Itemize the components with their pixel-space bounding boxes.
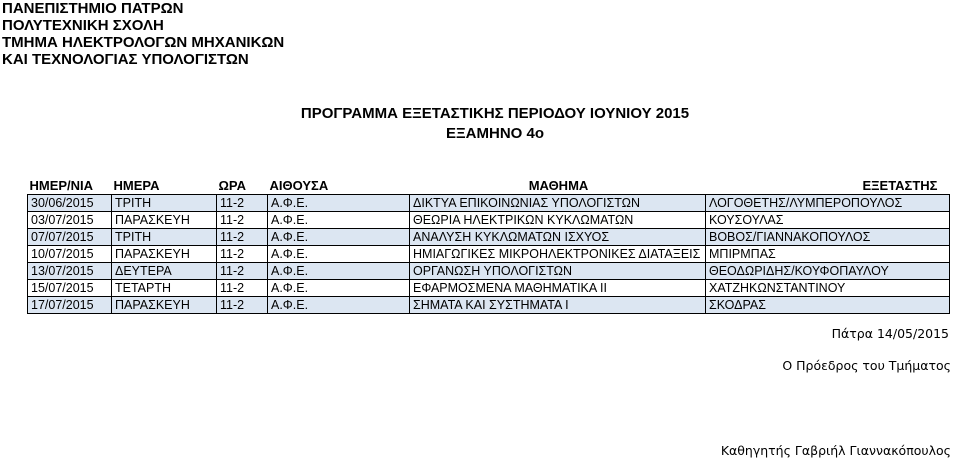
cell-room: Α.Φ.Ε. bbox=[268, 246, 410, 263]
cell-course: ΟΡΓΑΝΩΣΗ ΥΠΟΛΟΓΙΣΤΩΝ bbox=[410, 263, 706, 280]
school-name: ΠΟΛΥΤΕΧΝΙΚΗ ΣΧΟΛΗ bbox=[2, 17, 164, 34]
signatory-name: Καθηγητής Γαβριήλ Γιαννακόπουλος bbox=[720, 443, 951, 458]
cell-date: 17/07/2015 bbox=[28, 297, 112, 314]
cell-examiner: ΒΟΒΟΣ/ΓΙΑΝΝΑΚΟΠΟΥΛΟΣ bbox=[706, 229, 950, 246]
cell-day: ΤΕΤΑΡΤΗ bbox=[112, 280, 217, 297]
table-row bbox=[28, 297, 950, 314]
cell-date: 13/07/2015 bbox=[28, 263, 112, 280]
table-row bbox=[28, 280, 950, 297]
cell-time: 11-2 bbox=[217, 263, 268, 280]
signatory-role: Ο Πρόεδρος του Τμήματος bbox=[782, 358, 951, 373]
cell-examiner: ΧΑΤΖΗΚΩΝΣΤΑΝΤΙΝΟΥ bbox=[706, 280, 950, 297]
cell-day: ΔΕΥΤΕΡΑ bbox=[112, 263, 217, 280]
cell-date: 07/07/2015 bbox=[28, 229, 112, 246]
place-date: Πάτρα 14/05/2015 bbox=[831, 326, 949, 341]
cell-room: Α.Φ.Ε. bbox=[268, 212, 410, 229]
cell-room: Α.Φ.Ε. bbox=[268, 297, 410, 314]
cell-course: ΗΜΙΑΓΩΓΙΚΕΣ ΜΙΚΡΟΗΛΕΚΤΡΟΝΙΚΕΣ ΔΙΑΤΑΞΕΙΣ bbox=[410, 246, 706, 263]
cell-time: 11-2 bbox=[217, 212, 268, 229]
cell-examiner: ΚΟΥΣΟΥΛΑΣ bbox=[706, 212, 950, 229]
table-row bbox=[28, 263, 950, 280]
cell-examiner: ΘΕΟΔΩΡΙΔΗΣ/ΚΟΥΦΟΠΑΥΛΟΥ bbox=[706, 263, 950, 280]
col-header-time: ΩΡΑ bbox=[218, 178, 247, 193]
cell-day: ΤΡΙΤΗ bbox=[112, 229, 217, 246]
col-header-date: ΗΜΕΡ/ΝΙΑ bbox=[29, 178, 94, 193]
cell-time: 11-2 bbox=[217, 280, 268, 297]
cell-examiner: ΜΠΙΡΜΠΑΣ bbox=[706, 246, 950, 263]
cell-day: ΤΡΙΤΗ bbox=[112, 195, 217, 212]
cell-room: Α.Φ.Ε. bbox=[268, 263, 410, 280]
table-row bbox=[28, 246, 950, 263]
table-row bbox=[28, 195, 950, 212]
cell-date: 15/07/2015 bbox=[28, 280, 112, 297]
cell-course: ΔΙΚΤΥΑ ΕΠΙΚΟΙΝΩΝΙΑΣ ΥΠΟΛΟΓΙΣΤΩΝ bbox=[410, 195, 706, 212]
table-header-row bbox=[28, 177, 950, 195]
document-title: ΠΡΟΓΡΑΜΜΑ ΕΞΕΤΑΣΤΙΚΗΣ ΠΕΡΙΟΔΟΥ ΙΟΥΝΙΟΥ 2015 bbox=[300, 105, 690, 122]
cell-day: ΠΑΡΑΣΚΕΥΗ bbox=[112, 246, 217, 263]
cell-date: 30/06/2015 bbox=[28, 195, 112, 212]
university-name: ΠΑΝΕΠΙΣΤΗΜΙΟ ΠΑΤΡΩΝ bbox=[2, 0, 184, 17]
cell-course: ΘΕΩΡΙΑ ΗΛΕΚΤΡΙΚΩΝ ΚΥΚΛΩΜΑΤΩΝ bbox=[410, 212, 706, 229]
department-name-cont: ΚΑΙ ΤΕΧΝΟΛΟΓΙΑΣ ΥΠΟΛΟΓΙΣΤΩΝ bbox=[2, 51, 249, 68]
department-name: ΤΜΗΜΑ ΗΛΕΚΤΡΟΛΟΓΩΝ ΜΗΧΑΝΙΚΩΝ bbox=[2, 34, 285, 51]
cell-time: 11-2 bbox=[217, 195, 268, 212]
cell-day: ΠΑΡΑΣΚΕΥΗ bbox=[112, 212, 217, 229]
cell-course: ΑΝΑΛΥΣΗ ΚΥΚΛΩΜΑΤΩΝ ΙΣΧΥΟΣ bbox=[410, 229, 706, 246]
cell-date: 10/07/2015 bbox=[28, 246, 112, 263]
cell-examiner: ΣΚΟΔΡΑΣ bbox=[706, 297, 950, 314]
col-header-course: ΜΑΘΗΜΑ bbox=[528, 178, 589, 193]
exam-schedule-table bbox=[27, 177, 950, 314]
cell-time: 11-2 bbox=[217, 246, 268, 263]
semester-title: ΕΞΑΜΗΝΟ 4ο bbox=[446, 125, 544, 142]
cell-room: Α.Φ.Ε. bbox=[268, 195, 410, 212]
cell-time: 11-2 bbox=[217, 229, 268, 246]
cell-course: ΕΦΑΡΜΟΣΜΕΝΑ ΜΑΘΗΜΑΤΙΚΑ ΙΙ bbox=[410, 280, 706, 297]
cell-room: Α.Φ.Ε. bbox=[268, 229, 410, 246]
table-row bbox=[28, 212, 950, 229]
cell-room: Α.Φ.Ε. bbox=[268, 280, 410, 297]
cell-course: ΣΗΜΑΤΑ ΚΑΙ ΣΥΣΤΗΜΑΤΑ Ι bbox=[410, 297, 706, 314]
table-row bbox=[28, 229, 950, 246]
cell-time: 11-2 bbox=[217, 297, 268, 314]
col-header-day: ΗΜΕΡΑ bbox=[113, 178, 160, 193]
institution-header bbox=[2, 0, 284, 68]
cell-day: ΠΑΡΑΣΚΕΥΗ bbox=[112, 297, 217, 314]
table-body bbox=[28, 195, 950, 314]
col-header-room: ΑΙΘΟΥΣΑ bbox=[269, 178, 329, 193]
cell-date: 03/07/2015 bbox=[28, 212, 112, 229]
col-header-examiner: ΕΞΕΤΑΣΤΗΣ bbox=[862, 178, 938, 193]
cell-examiner: ΛΟΓΟΘΕΤΗΣ/ΛΥΜΠΕΡΟΠΟΥΛΟΣ bbox=[706, 195, 950, 212]
